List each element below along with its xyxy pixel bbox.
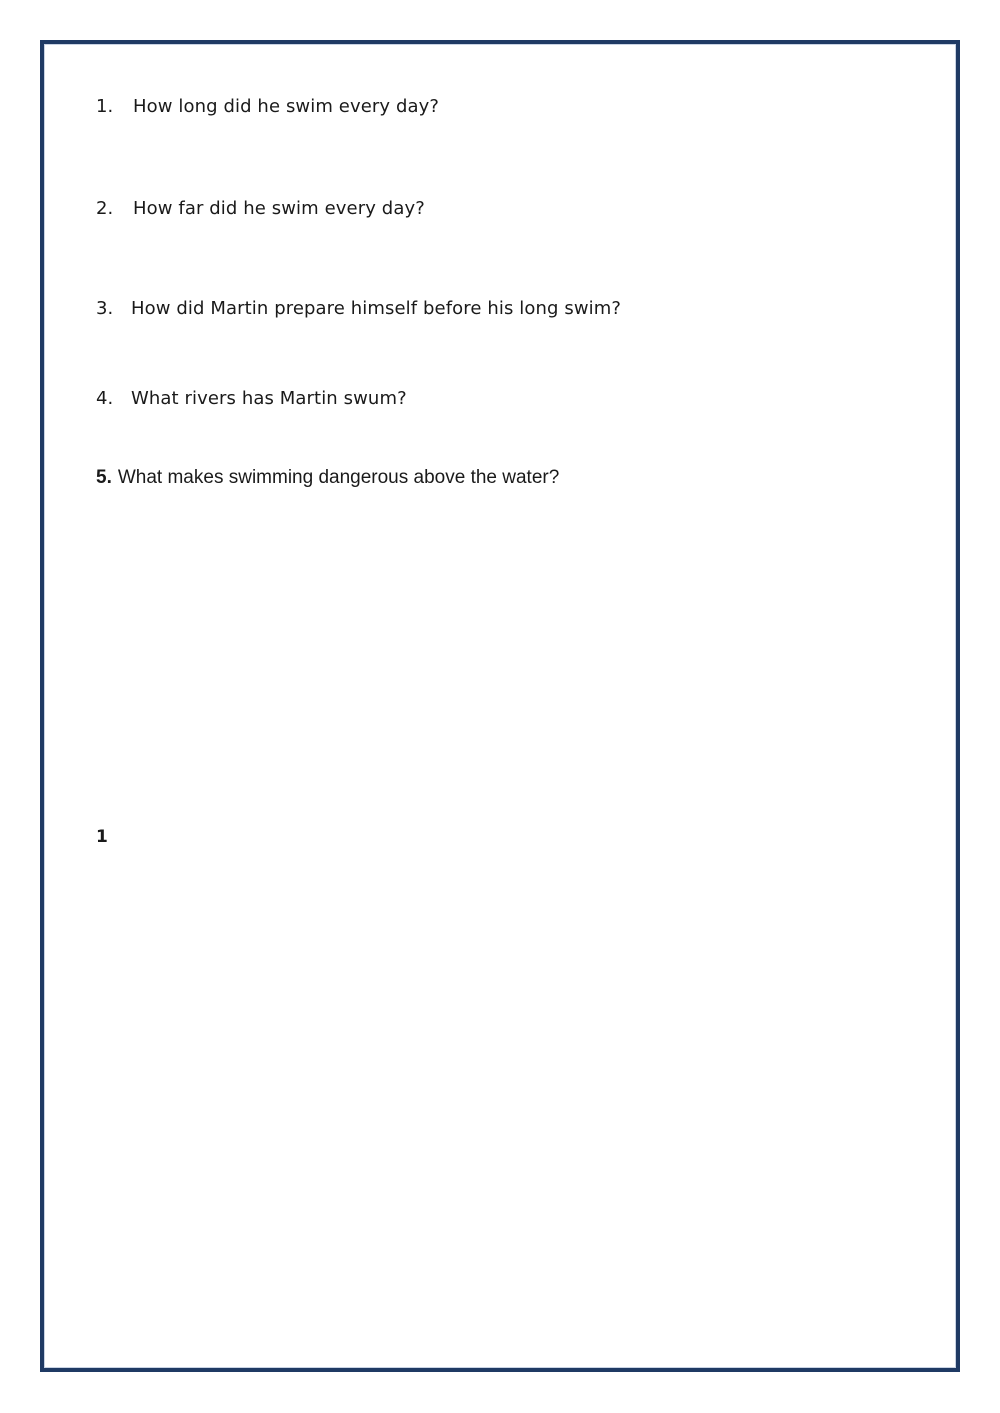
- question-text: What makes swimming dangerous above the water?: [117, 467, 560, 488]
- question-4: [96, 388, 407, 410]
- question-text: How far did he swim every day?: [133, 198, 425, 219]
- page-number: 1: [96, 827, 108, 847]
- question-2: [96, 198, 425, 220]
- question-number: 2.: [96, 198, 114, 219]
- question-text: How did Martin prepare himself before his long swim?: [131, 298, 622, 319]
- question-number: 1.: [96, 96, 114, 117]
- question-text: What rivers has Martin swum?: [131, 388, 407, 409]
- question-3: [96, 298, 621, 320]
- page-border: [40, 40, 960, 1372]
- question-5: [96, 467, 559, 489]
- question-number: 4.: [96, 388, 114, 409]
- question-text: How long did he swim every day?: [133, 96, 440, 117]
- question-number: 5.: [96, 467, 112, 488]
- question-1: [96, 96, 439, 118]
- question-number: 3.: [96, 298, 114, 319]
